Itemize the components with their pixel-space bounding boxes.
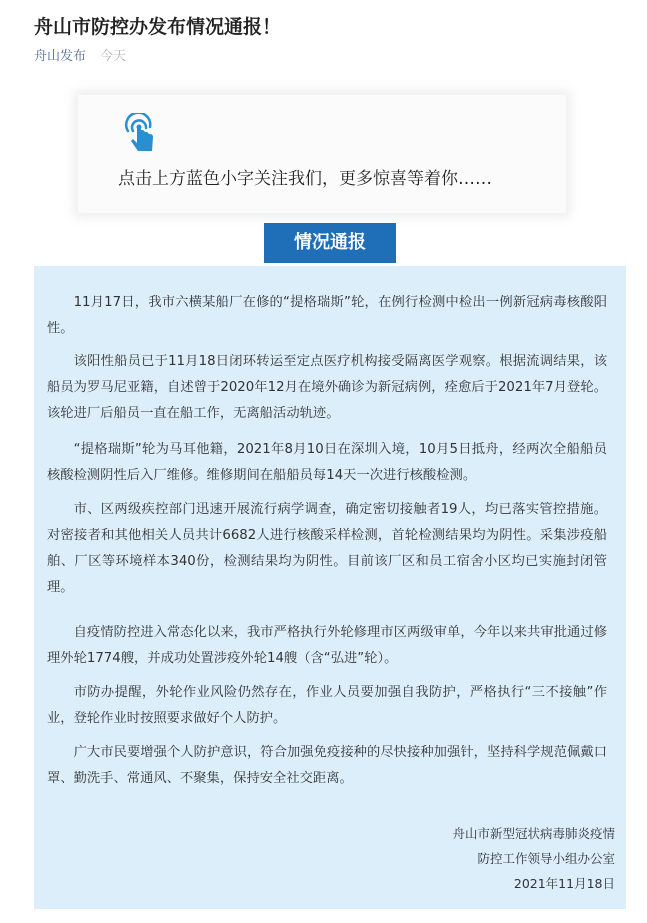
- signature-organization: 舟山市新型冠状病毒肺炎疫情: [452, 826, 615, 841]
- follow-banner: [78, 95, 566, 213]
- signature-office: 防控工作领导小组办公室: [477, 851, 615, 866]
- notice-paragraph: 广大市民要增强个人防护意识，符合加强免疫接种的尽快接种加强针，坚持科学规范佩戴口罩、勤洗手、常通风、不聚集，保持安全社交距离。: [47, 745, 607, 786]
- notice-paragraph: 市防办提醒，外轮作业风险仍然存在，作业人员要加强自我防护，严格执行“三不接触”作业，登轮作业时按照要求做好个人防护。: [47, 685, 607, 726]
- follow-prompt-text: 点击上方蓝色小字关注我们，更多惊喜等着你……: [118, 169, 492, 189]
- tap-finger-icon: [120, 113, 160, 153]
- publish-date: 今天: [100, 49, 127, 64]
- signature-date: 2021年11月18日: [513, 876, 615, 891]
- article-title: 舟山市防控办发布情况通报！: [34, 16, 282, 38]
- notice-paragraph: 该阳性船员已于11月18日闭环转运至定点医疗机构接受隔离医学观察。根据流调结果，该船员为罗马尼亚籍，自述曾于2020年12月在境外确诊为新冠病例，痊愈后于2021年7月登轮。该轮进厂后船员一直在船工作，无离船活动轨迹。: [47, 354, 607, 421]
- section-heading: 情况通报: [264, 223, 396, 263]
- notice-paragraph: “提格瑞斯”轮为马耳他籍，2021年8月10日在深圳入境，10月5日抵舟，经两次全船船员核酸检测阴性后入厂维修。维修期间在船船员每14天一次进行核酸检测。: [47, 442, 607, 483]
- notice-paragraph: 11月17日，我市六横某船厂在修的“提格瑞斯”轮，在例行检测中检出一例新冠病毒核酸阳性。: [47, 295, 607, 336]
- notice-paragraph: 自疫情防控进入常态化以来，我市严格执行外轮修理市区两级审单，今年以来共审批通过修理外轮1774艘，并成功处置涉疫外轮14艘（含“弘进”轮）。: [47, 625, 607, 666]
- notice-paragraph: 市、区两级疾控部门迅速开展流行病学调查，确定密切接触者19人，均已落实管控措施。对密接者和其他相关人员共计6682人进行核酸采样检测，首轮检测结果均为阴性。采集涉疫船舶、厂区等环境样本340份，检测结果均为阴性。目前该厂区和员工宿舍小区均已实施封闭管理。: [47, 502, 607, 595]
- article-meta: [34, 48, 126, 66]
- account-name-link[interactable]: 舟山发布: [34, 49, 87, 64]
